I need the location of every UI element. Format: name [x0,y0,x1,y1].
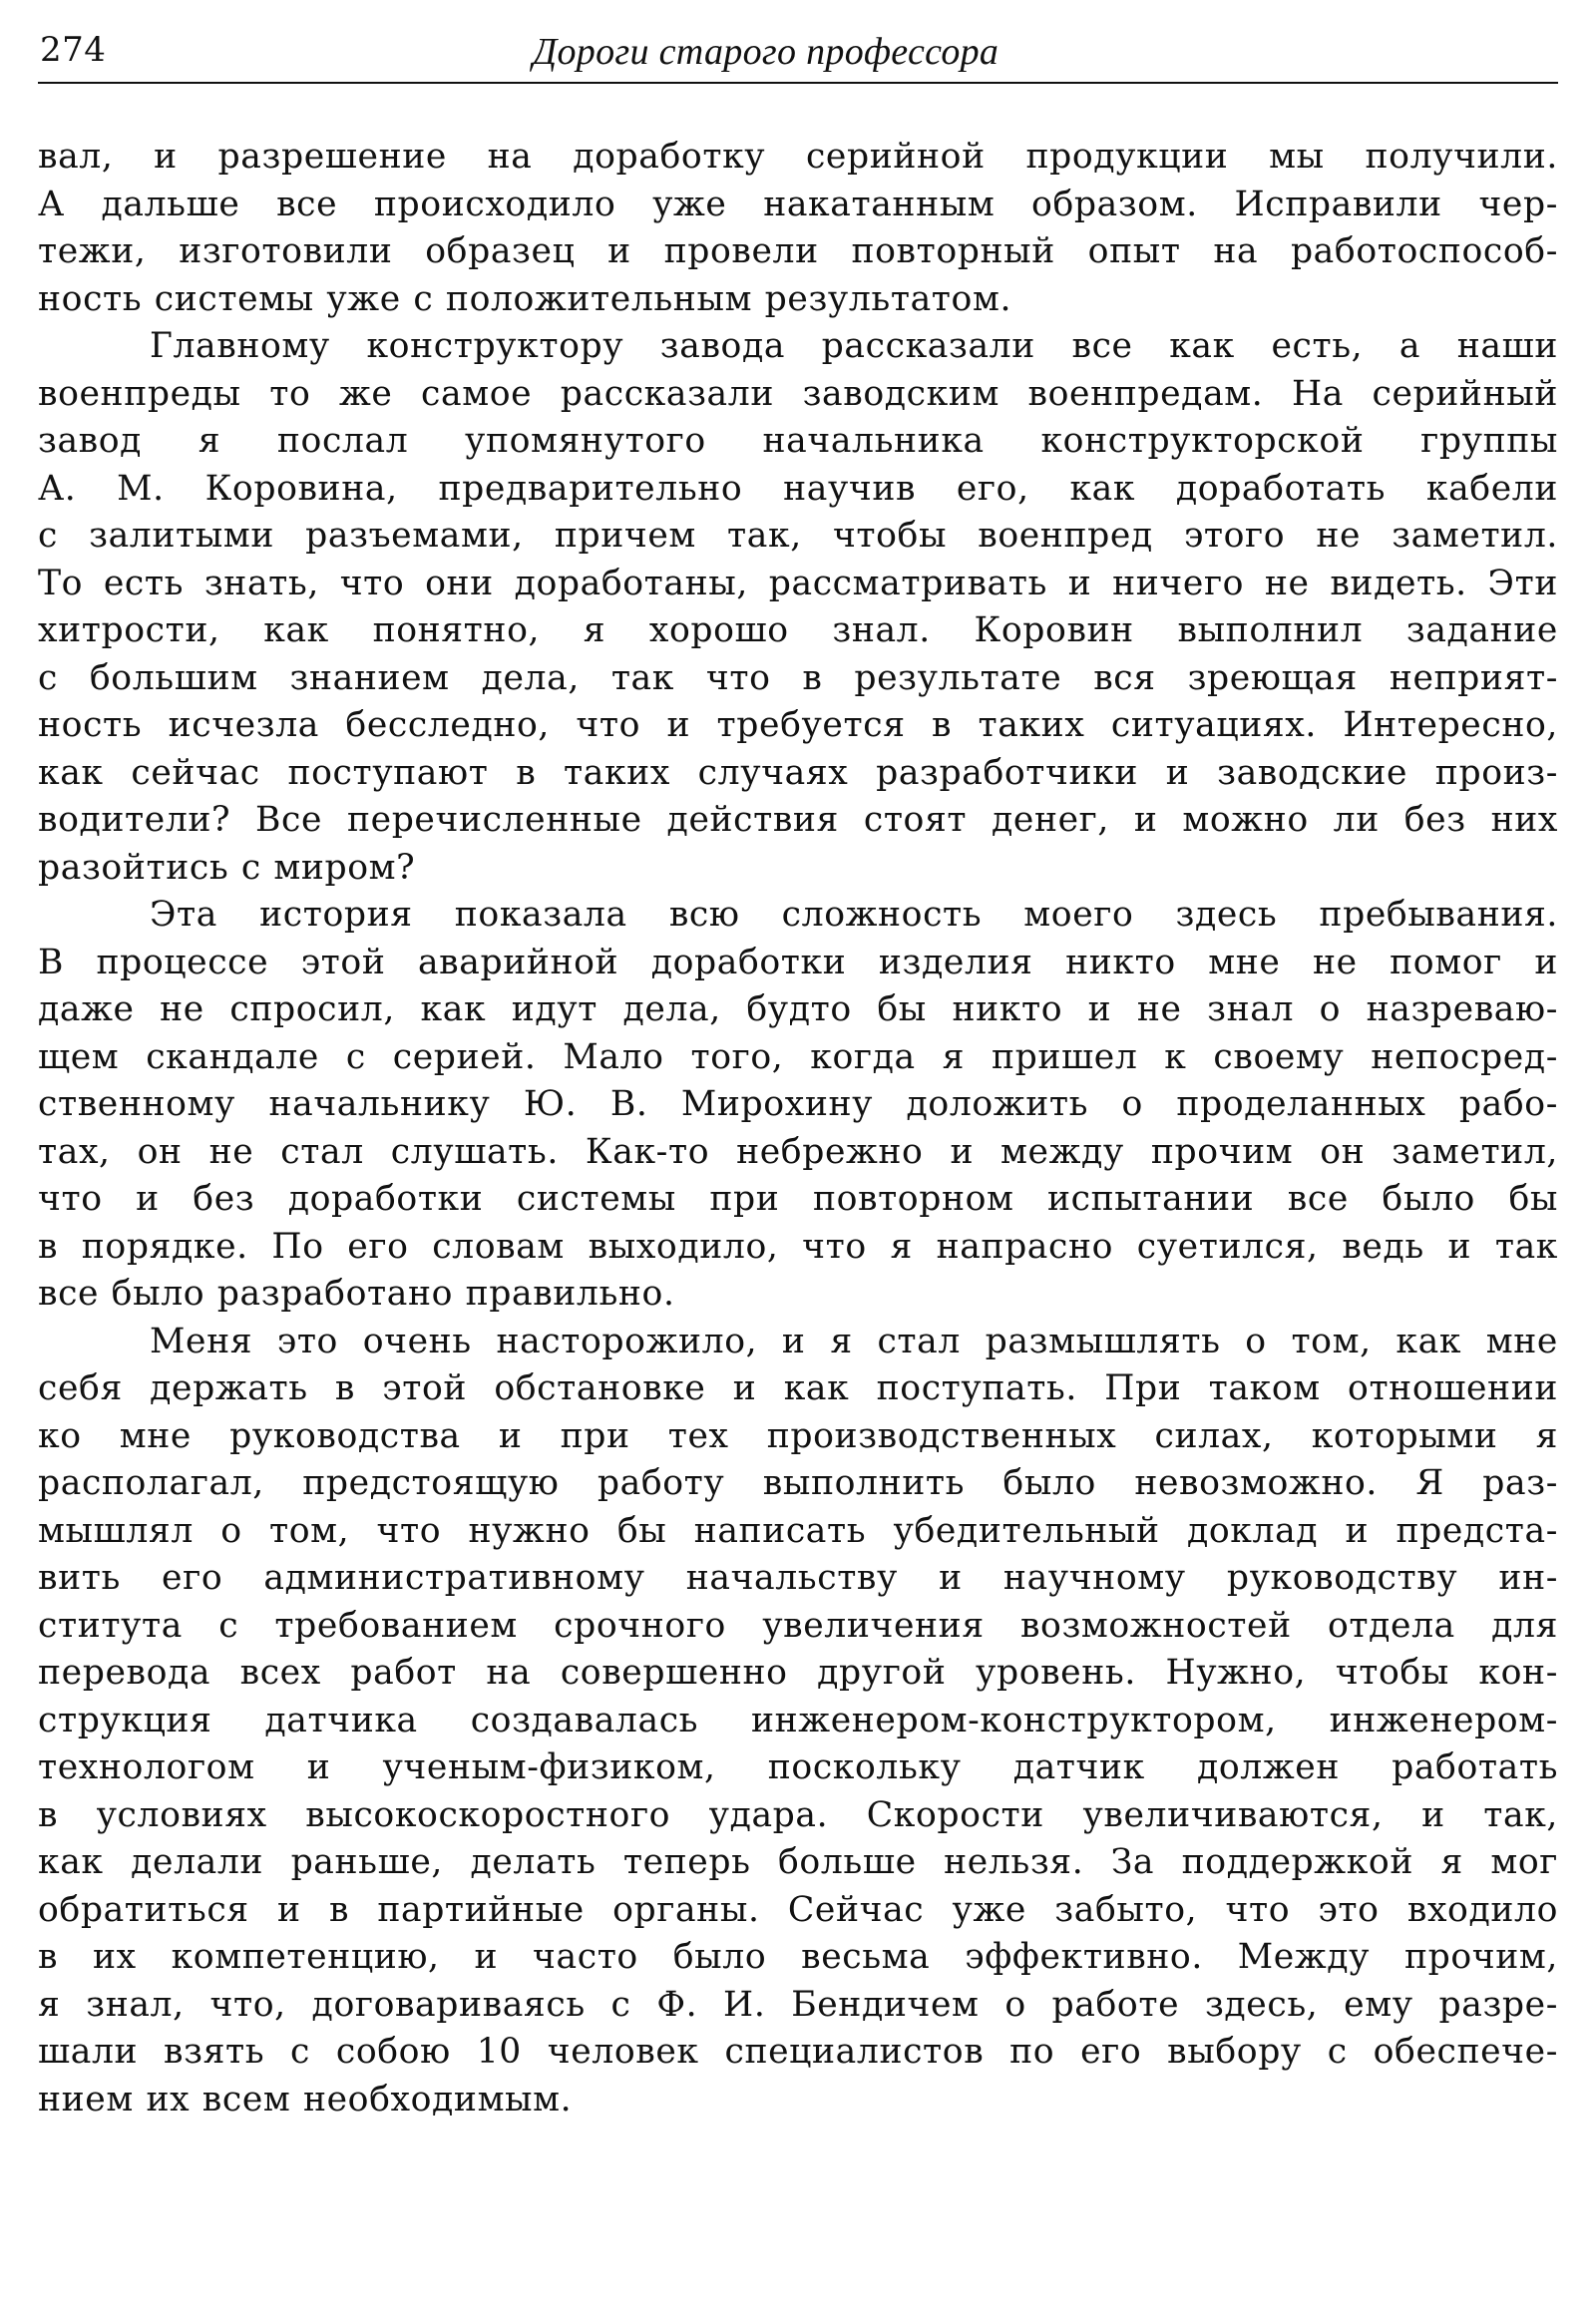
text-line: в условиях высокоскоростного удара. Скорости увеличиваются, и так, [38,1794,1558,1835]
text-line: вить его административному начальству и научному руководству ин- [38,1558,1558,1598]
text-line: Главному конструктору завода рассказали все как есть, а наши [150,326,1558,366]
text-line: струкция датчика создавалась инженером-конструктором, инженером- [38,1700,1558,1740]
text-line: Эта история показала всю сложность моего здесь пребывания. [150,895,1558,935]
text-line: В процессе этой аварийной доработки изделия никто мне не помог и [38,942,1558,982]
text-line: шали взять с собою 10 человек специалистов по его выбору с обеспече- [38,2032,1558,2072]
text-line: все было разработано правильно. [38,1274,675,1314]
text-line: ственному начальнику Ю. В. Мирохину доложить о проделанных рабо- [38,1084,1558,1124]
text-line: обратиться и в партийные органы. Сейчас уже забыто, что это входило [38,1889,1558,1930]
text-line: водители? Все перечисленные действия стоят денег, и можно ли без них [38,800,1558,840]
text-line: вал, и разрешение на доработку серийной продукции мы получили. [38,137,1558,177]
text-line: хитрости, как понятно, я хорошо знал. Коровин выполнил задание [38,610,1558,650]
text-line: ность системы уже с положительным результатом. [38,278,1012,319]
text-line: ность исчезла бесследно, что и требуется в таких ситуациях. Интересно, [38,705,1558,745]
text-line: щем скандале с серией. Мало того, когда я пришел к своему непосред- [38,1036,1558,1077]
running-title: Дороги старого профессора [533,31,999,73]
text-line: ко мне руководства и при тех производственных силах, которыми я [38,1415,1558,1456]
text-line: себя держать в этой обстановке и как поступать. При таком отношении [38,1368,1558,1408]
body-text [38,134,1558,2123]
text-line: в порядке. По его словам выходило, что я напрасно суетился, ведь и так [38,1226,1558,1267]
text-line: располагал, предстоящую работу выполнить было невозможно. Я раз- [38,1463,1558,1503]
text-line: мышлял о том, что нужно бы написать убедительный доклад и предста- [38,1510,1558,1551]
text-line: завод я послал упомянутого начальника конструкторской группы [38,421,1558,461]
text-line: Меня это очень насторожило, и я стал размышлять о том, как мне [150,1321,1558,1361]
text-line: с большим знанием дела, так что в результате вся зреющая неприят- [38,657,1558,698]
text-line: тах, он не стал слушать. Как-то небрежно и между прочим он заметил, [38,1131,1558,1172]
text-line: А. М. Коровина, предварительно научив его, как доработать кабели [38,468,1558,509]
text-line: я знал, что, договариваясь с Ф. И. Бендичем о работе здесь, ему разре- [38,1984,1558,2025]
text-line: даже не спросил, как идут дела, будто бы никто и не знал о назреваю- [38,989,1558,1029]
text-line: перевода всех работ на совершенно другой уровень. Нужно, чтобы кон- [38,1653,1558,1693]
text-line: разойтись с миром? [38,847,416,888]
text-line: что и без доработки системы при повторном испытании все было бы [38,1179,1558,1219]
text-line: А дальше все происходило уже накатанным образом. Исправили чер- [38,184,1558,224]
book-page [38,0,1558,2311]
text-line: как делали раньше, делать теперь больше нельзя. За поддержкой я мог [38,1842,1558,1882]
text-line: военпреды то же самое рассказали заводским военпредам. На серийный [38,373,1558,414]
text-line: в их компетенцию, и часто было весьма эффективно. Между прочим, [38,1937,1558,1977]
text-line: ститута с требованием срочного увеличения возможностей отдела для [38,1605,1558,1646]
text-line: нием их всем необходимым. [38,2079,573,2119]
text-line: тежи, изготовили образец и провели повторный опыт на работоспособ- [38,231,1558,271]
running-head [38,26,1558,84]
text-line: с залитыми разъемами, причем так, чтобы военпред этого не заметил. [38,516,1558,556]
text-line: как сейчас поступают в таких случаях разработчики и заводские произ- [38,752,1558,793]
text-line: технологом и ученым-физиком, поскольку датчик должен работать [38,1747,1558,1787]
text-line: То есть знать, что они доработаны, рассматривать и ничего не видеть. Эти [38,563,1558,603]
page-number: 274 [40,30,107,70]
